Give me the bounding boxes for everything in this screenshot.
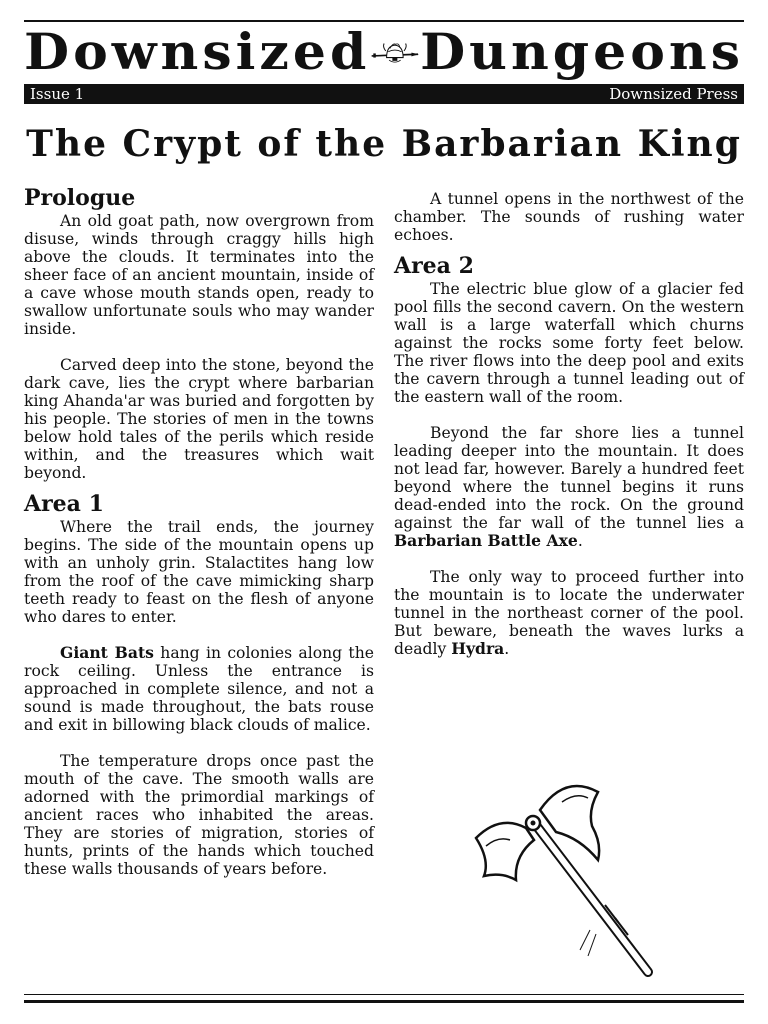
area2-paragraph-3-text: The only way to proceed further into the mountain is to locate the underwater tunnel in the northeast corner of the pool. But beware, beneath the waves lurks a deadly: [394, 568, 744, 658]
area1-paragraph-3: The temperature drops once past the mouth of the cave. The smooth walls are adorned with the primordial markings of ancient races who inhabited the areas. They are stories of migration, stories of hunts, prints of the hands which touched these walls thousands of years before.: [24, 752, 374, 878]
helmet-and-sword-icon: [370, 24, 420, 82]
left-column: [24, 184, 374, 896]
prologue-heading: Prologue: [24, 185, 136, 211]
area1-paragraph-2-rest: hang in colonies along the rock ceiling. Unless the entrance is approached in complete silence, and not a sound is made throughout, the bats rouse and exit in billowing black clouds of malice.: [24, 644, 374, 734]
masthead-word-right: Dungeons: [420, 23, 744, 82]
right-column: [394, 190, 744, 676]
bottom-rule-thick: [24, 1000, 744, 1003]
issue-number: Issue 1: [30, 85, 85, 103]
area1-paragraph-1: Where the trail ends, the journey begins. The side of the mountain opens up with an unholy grin. Stalactites hang low from the roof of the cave mimicking sharp teeth ready to feast on the flesh of anyone who dares to enter.: [24, 518, 374, 626]
battle-axe-term: Barbarian Battle Axe: [394, 531, 578, 550]
publisher-name: Downsized Press: [609, 85, 738, 103]
area1-paragraph-2: [24, 644, 374, 734]
hydra-term: Hydra: [451, 639, 505, 658]
battle-axe-icon: [470, 780, 670, 980]
page-title: The Crypt of the Barbarian King: [26, 123, 742, 165]
bottom-rule-thin: [24, 994, 744, 995]
giant-bats-term: Giant Bats: [60, 643, 154, 662]
area2-paragraph-3-end: .: [504, 640, 510, 658]
area1-paragraph-4: A tunnel opens in the northwest of the chamber. The sounds of rushing water echoes.: [394, 190, 744, 244]
area2-paragraph-1: The electric blue glow of a glacier fed pool fills the second cavern. On the western wall is a large waterfall which churns against the rocks some forty feet below. The river flows into the deep pool and exits the cavern through a tunnel leading out of the eastern wall of the room.: [394, 280, 744, 406]
prologue-paragraph-2: Carved deep into the stone, beyond the dark cave, lies the crypt where barbarian king Ahanda'ar was buried and forgotten by his people. The stories of men in the towns below hold tales of the perils which reside within, and the treasures which wait beyond.: [24, 356, 374, 482]
prologue-paragraph-1: An old goat path, now overgrown from disuse, winds through craggy hills high above the clouds. It terminates into the sheer face of an ancient mountain, inside of a cave whose mouth stands open, ready to swallow unfortunate souls who may wander inside.: [24, 212, 374, 338]
issue-bar: [24, 84, 744, 104]
area1-heading: Area 1: [24, 491, 104, 517]
area2-heading: Area 2: [394, 253, 474, 279]
masthead-word-left: Downsized: [24, 23, 371, 82]
area2-paragraph-2-end: .: [577, 532, 583, 550]
area2-paragraph-2: [394, 424, 744, 550]
area2-paragraph-3: [394, 568, 744, 658]
area2-paragraph-2-text: Beyond the far shore lies a tunnel leading deeper into the mountain. It does not lead far, however. Barely a hundred feet beyond where the tunnel begins it runs dead-ended into the rock. On the ground against the far wall of the tunnel lies a: [394, 424, 744, 532]
masthead: [24, 24, 744, 82]
top-rule: [24, 20, 744, 22]
